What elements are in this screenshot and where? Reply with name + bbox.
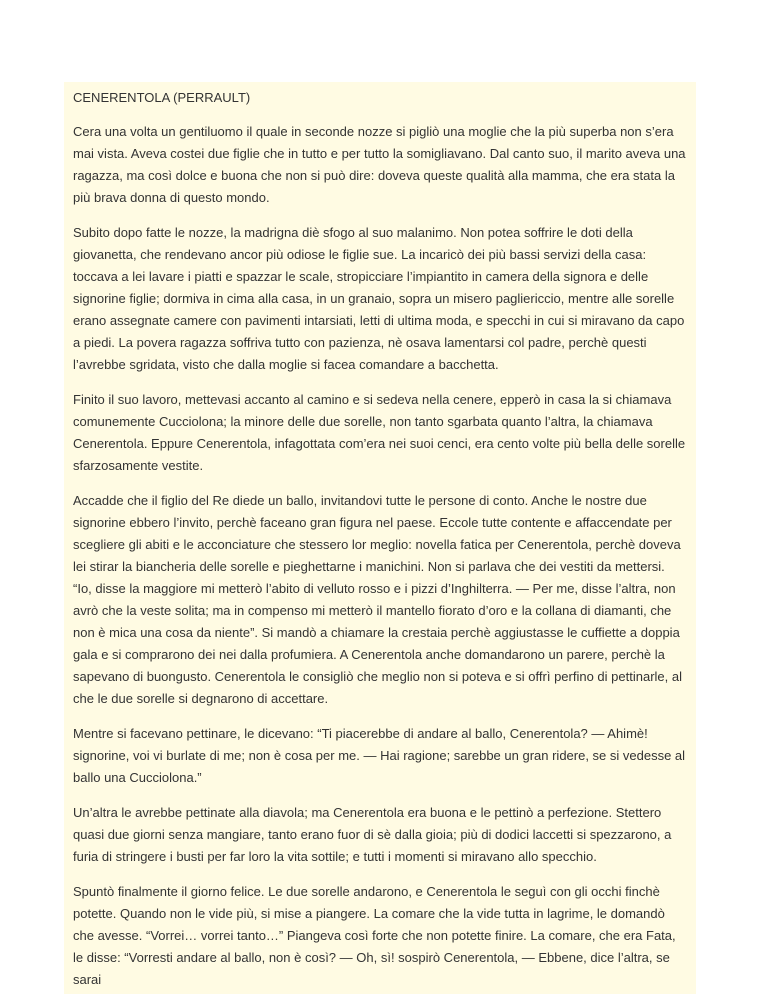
paragraph: Finito il suo lavoro, mettevasi accanto al camino e si sedeva nella cenere, epperò in casa la si chiamava comunemente Cucciolona; la minore delle due sorelle, non tanto sgarbata quanto l’altra, la chiamava Cenerentola. Eppure Cenerentola, infagottata com’era nei suoi cenci, era cento volte più bella delle sorelle sfarzosamente vestite.: [73, 392, 686, 473]
paragraph: Spuntò finalmente il giorno felice. Le due sorelle andarono, e Cenerentola le seguì con gli occhi finchè potette. Quando non le vide più, si mise a piangere. La comare che la vide tutta in lagrime, le domandò che avesse. “Vorrei… vorrei tanto…” Piangeva così forte che non potette finire. La comare, che era Fata, le disse: “Vorresti andare al ballo, non è così? — Oh, sì! sospirò Cenerentola, — Ebbene, dice l’altra, se sarai: [73, 884, 676, 987]
paragraph: Un’altra le avrebbe pettinate alla diavola; ma Cenerentola era buona e le pettinò a perfezione. Stettero quasi due giorni senza mangiare, tanto erano fuor di sè dalla gioia; più di dodici laccetti si spezzarono, a furia di stringere i busti per far loro la vita sottile; e tutti i momenti si miravano allo specchio.: [73, 805, 672, 864]
paragraph: Mentre si facevano pettinare, le dicevano: “Ti piacerebbe di andare al ballo, Cenerentola? — Ahimè! signorine, voi vi burlate di me; non è cosa per me. — Hai ragione; sarebbe un gran ridere, se si vedesse al ballo una Cucciolona.”: [73, 726, 686, 785]
document-panel: [64, 82, 696, 994]
paragraph: Subito dopo fatte le nozze, la madrigna diè sfogo al suo malanimo. Non potea soffrire le doti della giovanetta, che rendevano ancor più odiose le figlie sue. La incaricò dei più bassi servizi della casa: toccava a lei lavare i piatti e spazzar le scale, stropicciare l’impiantito in camera della signora e delle signorine figlie; dormiva in cima alla casa, in un granaio, sopra un misero pagliericcio, mentre alle sorelle erano assegnate camere con pavimenti intarsiati, letti di ultima moda, e specchi in cui si miravano da capo a piedi. La povera ragazza soffriva tutto con pazienza, nè osava lamentarsi col padre, perchè questi l’avrebbe sgridata, visto che dalla moglie si facea comandare a bacchetta.: [73, 225, 685, 372]
paragraph: Accadde che il figlio del Re diede un ballo, invitandovi tutte le persone di conto. Anche le nostre due signorine ebbero l’invito, perchè faceano gran figura nel paese. Eccole tutte contente e affaccendate per scegliere gli abiti e le acconciature che stessero lor meglio: novella fatica per Cenerentola, perchè doveva lei stirar la biancheria delle sorelle e pieghettarne i manichini. Non si parlava che dei vestiti da mettersi. “Io, disse la maggiore mi metterò l’abito di velluto rosso e i pizzi d’Inghilterra. — Per me, disse l’altra, non avrò che la veste solita; ma in compenso mi metterò il mantello fiorato d’oro e la collana di diamanti, che non è mica una cosa da niente”. Si mandò a chiamare la crestaia perchè aggiustasse le cuffiette a doppia gala e si comprarono dei nei dalla profumiera. A Cenerentola anche domandarono un parere, perchè la sapevano di buongusto. Cenerentola le consigliò che meglio non si poteva e si offrì perfino di pettinarle, al che le due sorelle si degnarono di accettare.: [73, 493, 682, 706]
document-title: CENERENTOLA (PERRAULT): [73, 90, 251, 105]
paragraph: Cera una volta un gentiluomo il quale in seconde nozze si pigliò una moglie che la più superba non s’era mai vista. Aveva costei due figlie che in tutto e per tutto la somigliavano. Dal canto suo, il marito aveva una ragazza, ma così dolce e buona che non si può dire: doveva queste qualità alla mamma, che era stata la più brava donna di questo mondo.: [73, 124, 686, 205]
